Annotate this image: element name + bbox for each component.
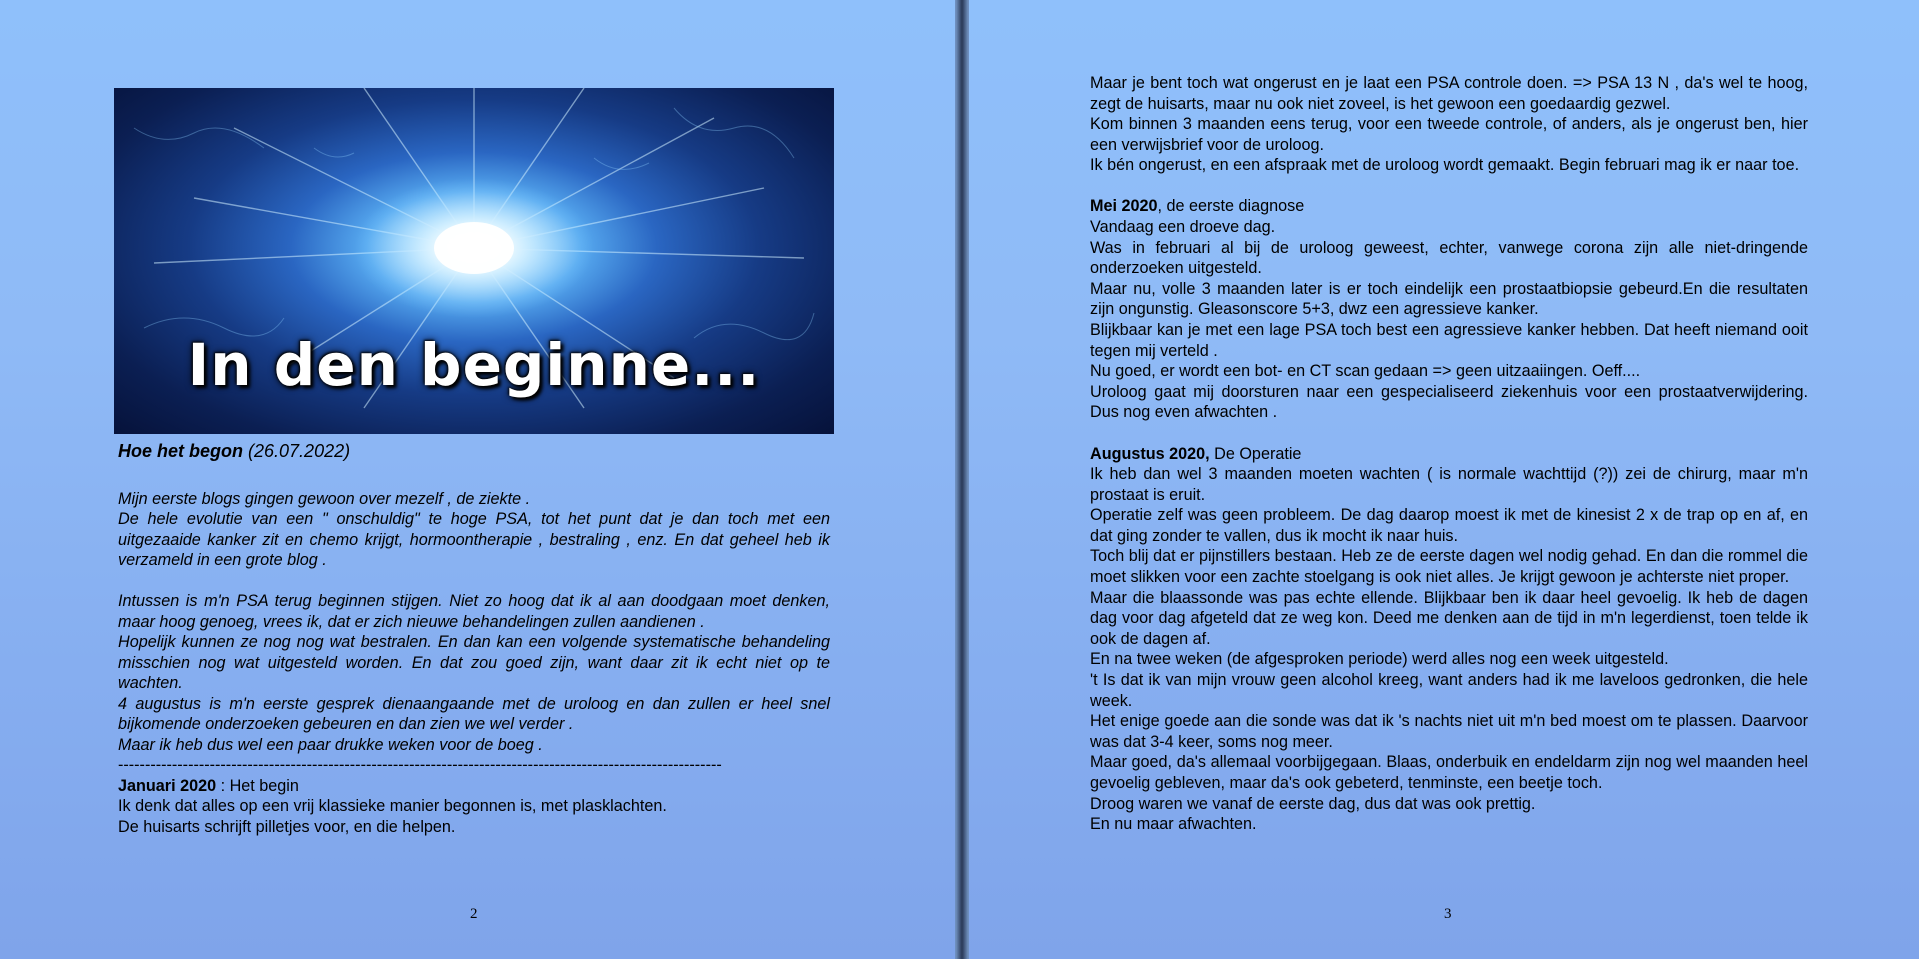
paragraph: Uroloog gaat mij doorsturen naar een gespecialiseerd ziekenhuis voor een prostaatverwijdering. Dus nog even afwachten .	[1090, 382, 1808, 422]
paragraph: Droog waren we vanaf de eerste dag, dus dat was ook prettig.	[1090, 794, 1536, 813]
section-subtitle: , de eerste diagnose	[1157, 197, 1305, 216]
section-subtitle: De Operatie	[1209, 444, 1302, 463]
paragraph: Ik denk dat alles op een vrij klassieke manier begonnen is, met plasklachten.	[118, 797, 667, 815]
left-page	[0, 0, 956, 959]
paragraph: Kom binnen 3 maanden eens terug, voor een tweede controle, of anders, als je ongerust ben, hier een verwijsbrief voor de uroloog.	[1090, 115, 1808, 154]
paragraph: De huisarts schrijft pilletjes voor, en die helpen.	[118, 817, 456, 836]
paragraph: Maar ik heb dus wel een paar drukke weken voor de boeg .	[118, 735, 543, 754]
paragraph: Was in februari al bij de uroloog geweest, echter, vanwege corona zijn alle niet-dringende onderzoeken uitgesteld.	[1090, 238, 1808, 278]
post-date: (26.07.2022)	[248, 441, 351, 461]
paragraph: Operatie zelf was geen probleem. De dag daarop moest ik met de kinesist 2 x de trap op en af, en dat ging zonder te vallen, dus ik mocht ik naar huis.	[1090, 506, 1808, 545]
page-number: 3	[1444, 906, 1452, 922]
paragraph: Ik bén ongerust, en een afspraak met de uroloog wordt gemaakt. Begin februari mag ik er naar toe.	[1090, 156, 1800, 175]
section-heading	[118, 776, 830, 797]
separator-line: ----------------------------------------------------------------------------------------------------------------	[118, 756, 722, 774]
paragraph: De hele evolutie van een " onschuldig" te hoge PSA, tot het punt dat je dan toch met een uitgezaaide kanker zit en chemo krijgt, hormoontherapie , bestraling , enz. En dat geheel heb ik verzameld in een grote blog .	[118, 510, 830, 569]
paragraph: En na twee weken (de afgesproken periode) werd alles nog een week uitgesteld.	[1090, 650, 1669, 669]
book-spine	[956, 0, 968, 959]
paragraph: Maar goed, da's allemaal voorbijgegaan. Blaas, onderbuik en endeldarm zijn nog wel maanden heel gevoelig gebleven, maar da's ook gebeterd, tenminste, een beetje toch.	[1090, 753, 1808, 792]
section-label: Januari 2020	[118, 776, 217, 795]
right-page-text	[1090, 73, 1808, 835]
section-subtitle: : Het begin	[216, 776, 299, 795]
paragraph: Maar nu, volle 3 maanden later is er toch eindelijk een prostaatbiopsie gebeurd.En die resultaten zijn ongunstig. Gleasonscore 5+3, dwz een agressieve kanker.	[1090, 279, 1808, 319]
section-label: Augustus 2020,	[1090, 444, 1210, 463]
post-title: Hoe het begon	[118, 441, 243, 461]
paragraph: Het enige goede aan die sonde was dat ik 's nachts niet uit m'n bed moest om te plassen. Daarvoor was dat 3-4 keer, soms nog meer.	[1090, 712, 1808, 751]
banner-image	[114, 88, 834, 434]
paragraph: 't Is dat ik van mijn vrouw geen alcohol kreeg, want anders had ik me laveloos gedronken, die hele week.	[1090, 671, 1808, 710]
section-label: Mei 2020	[1090, 197, 1158, 216]
section-heading	[1090, 444, 1808, 465]
paragraph: Blijkbaar kan je met een lage PSA toch best een agressieve kanker hebben. Dat heeft niemand ooit tegen mij verteld .	[1090, 321, 1808, 360]
page-number: 2	[470, 906, 478, 922]
paragraph: Ik heb dan wel 3 maanden moeten wachten ( is normale wachttijd (?)) zei de chirurg, maar m'n prostaat is eruit.	[1090, 465, 1808, 504]
banner-title: In den beginne...	[187, 331, 761, 399]
left-page-text	[118, 440, 830, 837]
paragraph: Nu goed, er wordt een bot- en CT scan gedaan => geen uitzaaiingen. Oeff....	[1090, 362, 1641, 381]
paragraph: Mijn eerste blogs gingen gewoon over mezelf , de ziekte .	[118, 489, 531, 508]
paragraph: Vandaag een droeve dag.	[1090, 218, 1276, 237]
post-heading	[118, 440, 830, 462]
paragraph: Maar die blaassonde was pas echte ellende. Blijkbaar ben ik daar heel gevoelig. Ik heb de dagen dag voor dag afgeteld dat ze weg kon. Deed me denken aan de tijd in m'n legerdienst, toen telde ik ook de dagen af.	[1090, 588, 1808, 648]
section-heading	[1090, 196, 1808, 217]
paragraph: 4 augustus is m'n eerste gesprek dienaangaande met de uroloog en dan zullen er heel snel bijkomende onderzoeken gebeuren en dan zien we wel verder .	[118, 694, 830, 733]
paragraph: Toch blij dat er pijnstillers bestaan. Heb ze de eerste dagen wel nodig gehad. En dan die rommel die moet slikken voor een zachte stoelgang is ook niet alles. Je krijgt gewoon je achterste niet proper.	[1090, 547, 1808, 587]
paragraph: Hopelijk kunnen ze nog nog wat bestralen. En dan kan een volgende systematische behandeling misschien nog wat uitgesteld worden. En dat zou goed zijn, want daar zit ik echt niet op te wachten.	[118, 633, 830, 692]
paragraph: Maar je bent toch wat ongerust en je laat een PSA controle doen. => PSA 13 N , da's wel te hoog, zegt de huisarts, maar nu ook niet zoveel, is het gewoon een goedaardig gezwel.	[1090, 74, 1808, 113]
paragraph: En nu maar afwachten.	[1090, 815, 1257, 834]
paragraph: Intussen is m'n PSA terug beginnen stijgen. Niet zo hoog dat ik al aan doodgaan moet denken, maar hoog genoeg, vrees ik, dat er zich nieuwe behandelingen zullen aandienen .	[118, 592, 830, 631]
